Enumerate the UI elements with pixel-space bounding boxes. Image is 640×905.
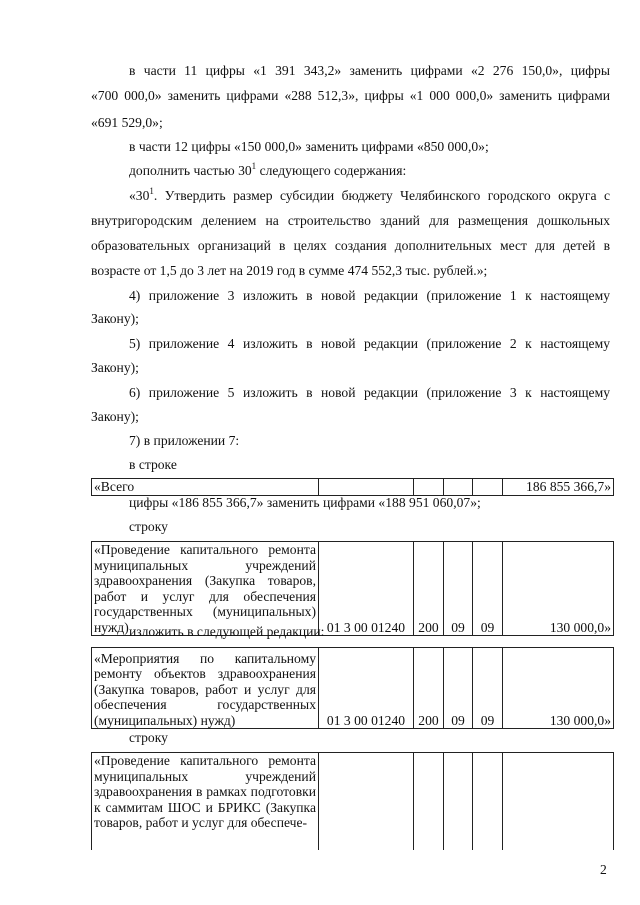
text-line-20: изложить в следующей редакции: [129,624,325,639]
text-line-3: «691 529,0»; [91,115,163,130]
text-line-5 [129,163,406,179]
text-line-10: 4) приложение 3 изложить в новой редакции (приложение 1 к настоящему [129,288,610,303]
text-line-11: Закону); [91,311,139,326]
table-row [92,479,614,496]
text-line-15: Закону); [91,409,139,424]
page-number: 2 [600,862,607,877]
text-line-17: в строке [129,457,177,472]
old-row-rz: 09 [444,542,473,636]
text-line-6-pre: «30 [129,188,150,203]
text-line-16: 7) в приложении 7: [129,433,240,448]
text-line-5-pre: дополнить частью 30 [129,163,252,178]
text-line-18: цифры «186 855 366,7» заменить цифрами «188 951 060,07»; [129,495,481,510]
old-row-pr: 09 [473,542,503,636]
table-total [91,478,614,496]
old-row-description: «Проведение капитального ремонта муниципальных учреждений здравоохранения (Закупка товаров, работ и услуг для обеспечения государственных (муниципальных) нужд) [92,542,319,636]
old-row-vr: 200 [414,542,444,636]
new-row-vr: 200 [414,648,444,729]
text-line-5-post: следующего содержания: [256,163,407,178]
table-row [92,542,614,636]
text-line-19: строку [129,519,168,534]
table-sco-row [91,752,614,850]
table-old-row [91,541,614,636]
text-line-7: внутригородским делением на строительство зданий для размещения дошкольных [91,213,610,228]
new-row-pr: 09 [473,648,503,729]
total-label: «Всего [92,479,319,496]
text-line-4: в части 12 цифры «150 000,0» заменить цифрами «850 000,0»; [129,139,489,154]
table-new-row [91,647,614,729]
old-row-amount: 130 000,0» [503,542,614,636]
text-line-9: возрасте от 1,5 до 3 лет на 2019 год в сумме 474 552,3 тыс. рублей.»; [91,263,488,278]
table-row [92,648,614,729]
new-row-amount: 130 000,0» [503,648,614,729]
new-row-description: «Мероприятия по капитальному ремонту объектов здравоохранения (Закупка товаров, работ и услуг для обеспечения государственных (муниципальных) нужд) [92,648,319,729]
text-line-6-post: . Утвердить размер субсидии бюджету Челябинского городского округа с [153,188,610,203]
sco-row-description: «Проведение капитального ремонта муниципальных учреждений здравоохранения в рамках подготовки к саммитам ШОС и БРИКС (Закупка товаров, работ и услуг для обеспече- [92,753,319,850]
text-line-12: 5) приложение 4 изложить в новой редакции (приложение 2 к настоящему [129,336,610,351]
text-line-2: «700 000,0» заменить цифрами «288 512,3», цифры «1 000 000,0» заменить цифрами [91,88,610,103]
table-row [92,753,614,850]
text-line-8: образовательных организаций в целях создания дополнительных мест для детей в [91,238,610,253]
old-row-code: 01 3 00 01240 [319,542,414,636]
total-amount: 186 855 366,7» [503,479,614,496]
text-line-14: 6) приложение 5 изложить в новой редакции (приложение 3 к настоящему [129,385,610,400]
superscript: 1 [149,186,154,196]
text-line-13: Закону); [91,360,139,375]
new-row-code: 01 3 00 01240 [319,648,414,729]
new-row-rz: 09 [444,648,473,729]
text-line-6 [129,188,610,204]
text-line-1: в части 11 цифры «1 391 343,2» заменить цифрами «2 276 150,0», цифры [129,63,610,78]
text-line-21: строку [129,730,168,745]
superscript: 1 [251,161,257,171]
